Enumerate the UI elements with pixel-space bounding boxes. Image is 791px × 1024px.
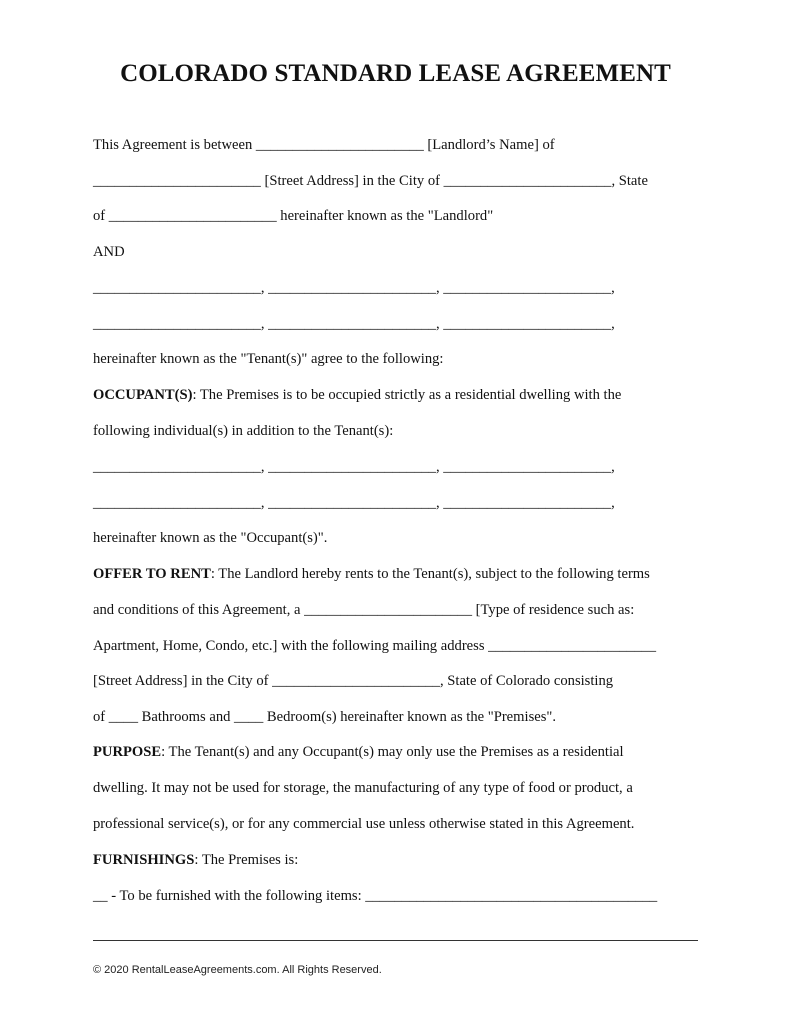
tenant-known-as-line: hereinafter known as the "Tenant(s)" agree to the following: bbox=[93, 351, 444, 367]
blank-fill-rule bbox=[93, 940, 698, 941]
occupants-following-line: following individual(s) in addition to the Tenant(s): bbox=[93, 423, 394, 439]
tenant-names-line-1: _______________________, _______________________, _______________________, bbox=[93, 280, 615, 296]
occupant-known-as-line: hereinafter known as the "Occupant(s)". bbox=[93, 530, 328, 546]
and-line: AND bbox=[93, 244, 125, 260]
occupants-clause-line bbox=[93, 386, 621, 404]
purpose-line bbox=[93, 743, 624, 761]
document-title: COLORADO STANDARD LEASE AGREEMENT bbox=[120, 60, 671, 87]
offer-to-rent-heading: OFFER TO RENT bbox=[93, 566, 211, 582]
offer-to-rent-text: : The Landlord hereby rents to the Tenant(s), subject to the following terms bbox=[210, 566, 650, 582]
purpose-text: : The Tenant(s) and any Occupant(s) may only use the Premises as a residential bbox=[161, 744, 624, 760]
bathrooms-bedrooms-line: of ____ Bathrooms and ____ Bedroom(s) hereinafter known as the "Premises". bbox=[93, 709, 557, 725]
landlord-state-line: of _______________________ hereinafter known as the "Landlord" bbox=[93, 208, 494, 224]
landlord-address-line: _______________________ [Street Address] in the City of _______________________, State bbox=[93, 173, 648, 189]
furnishings-heading: FURNISHINGS bbox=[93, 852, 195, 868]
agreement-parties-line: This Agreement is between _______________________ [Landlord’s Name] of bbox=[93, 137, 555, 153]
furnished-items-line: __ - To be furnished with the following items: ________________________________________ bbox=[93, 888, 658, 904]
occupants-heading: OCCUPANT(S) bbox=[93, 387, 193, 403]
purpose-detail-line-1: dwelling. It may not be used for storage, the manufacturing of any type of food or product, a bbox=[93, 780, 633, 796]
occupants-text: : The Premises is to be occupied strictly as a residential dwelling with the bbox=[192, 387, 622, 403]
occupant-names-line-2: _______________________, _______________________, _______________________, bbox=[93, 495, 615, 511]
copyright-footer: © 2020 RentalLeaseAgreements.com. All Rights Reserved. bbox=[93, 964, 382, 976]
purpose-detail-line-2: professional service(s), or for any commercial use unless otherwise stated in this Agreement. bbox=[93, 816, 635, 832]
furnishings-text: : The Premises is: bbox=[194, 852, 299, 868]
premises-city-line: [Street Address] in the City of _______________________, State of Colorado consisting bbox=[93, 673, 614, 689]
tenant-names-line-2: _______________________, _______________________, _______________________, bbox=[93, 316, 615, 332]
purpose-heading: PURPOSE bbox=[93, 744, 162, 760]
offer-to-rent-line bbox=[93, 565, 650, 583]
furnishings-line bbox=[93, 851, 298, 869]
residence-type-line: and conditions of this Agreement, a _______________________ [Type of residence such as: bbox=[93, 602, 635, 618]
mailing-address-line: Apartment, Home, Condo, etc.] with the following mailing address _______________________ bbox=[93, 638, 656, 654]
occupant-names-line-1: _______________________, _______________________, _______________________, bbox=[93, 459, 615, 475]
